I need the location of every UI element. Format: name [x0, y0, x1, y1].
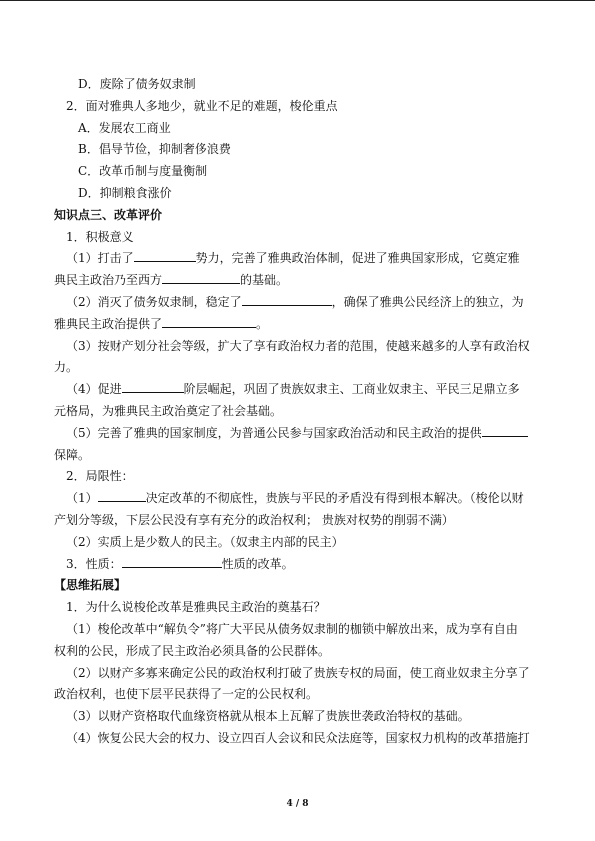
- fill-blank[interactable]: [122, 554, 222, 568]
- question-2: 2．面对雅典人多地少，就业不足的难题，梭伦重点: [66, 98, 338, 113]
- positive-significance-heading: 1．积极意义: [66, 229, 134, 244]
- point-5-line-1: （5）完善了雅典的国家制度，为普通公民参与国家政治活动和民主政治的提供: [54, 423, 544, 445]
- point-4-line-1: （4）促进 阶层崛起，巩固了贵族奴隶主、工商业奴隶主、平民三足鼎立多: [54, 379, 544, 401]
- option-d-1: D．废除了债务奴隶制: [78, 77, 196, 91]
- answer-1-line-2: 权利的公民，形成了民主政治必须具备的公民群体。: [54, 643, 331, 658]
- option-d-2: D．抑制粮食涨价: [78, 185, 172, 200]
- answer-1-line-1: （1）梭伦改革中“解负令”将广大平民从债务奴隶制的枷锁中解放出来，成为享有自由: [66, 621, 518, 636]
- option-a: A．发展农工商业: [78, 120, 171, 135]
- limitation-1-line-1: （1） 决定改革的不彻底性，贵族与平民的矛盾没有得到根本解决。（梭伦以财: [54, 488, 544, 510]
- document-page: [54, 74, 544, 750]
- limitations-heading: 2．局限性：: [66, 469, 134, 484]
- point-3-line-2: 力。: [54, 360, 79, 375]
- option-b: B．倡导节俭，抑制奢侈浪费: [78, 142, 231, 157]
- fill-blank[interactable]: [482, 423, 528, 437]
- point-3-line-1: （3）按财产划分社会等级，扩大了享有政治权力者的范围，使越来越多的人享有政治权: [66, 338, 530, 353]
- fill-blank[interactable]: [162, 270, 240, 284]
- fill-blank[interactable]: [98, 488, 146, 502]
- extension-question-1: 1．为什么说梭伦改革是雅典民主政治的奠基石？: [66, 600, 326, 615]
- limitation-1-line-2: 产划分等级，下层公民没有享有充分的政治权利； 贵族对权势的削弱不满）: [54, 512, 454, 527]
- point-1-line-1: （1）打击了 势力，完善了雅典政治体制，促进了雅典国家形成，它奠定雅: [54, 248, 544, 270]
- point-5-line-2: 保障。: [54, 447, 91, 462]
- fill-blank[interactable]: [242, 292, 332, 306]
- page-number: 4 / 8: [286, 799, 309, 809]
- fill-blank[interactable]: [162, 314, 256, 328]
- fill-blank[interactable]: [134, 248, 196, 262]
- option-c: C．改革币制与度量衡制: [78, 164, 208, 179]
- nature-line: 3．性质： 性质的改革。: [54, 554, 544, 576]
- thinking-extension-heading: 【思维拓展】: [54, 578, 127, 593]
- fill-blank[interactable]: [122, 379, 184, 393]
- point-4-line-2: 元格局，为雅典民主政治奠定了社会基础。: [54, 403, 283, 418]
- section-heading-3: 知识点三、改革评价: [54, 207, 163, 222]
- point-1-line-2: 典民主政治乃至西方 的基础。: [54, 270, 544, 292]
- answer-2-line-1: （2）以财产多寡来确定公民的政治权利打破了贵族专权的局面，使工商业奴隶主分享了: [66, 665, 530, 680]
- limitation-2: （2）实质上是少数人的民主。（奴隶主内部的民主）: [66, 534, 344, 549]
- point-2-line-1: （2）消灭了债务奴隶制，稳定了 ，确保了雅典公民经济上的独立，为: [54, 292, 544, 314]
- point-2-line-2: 雅典民主政治提供了 。: [54, 314, 544, 336]
- answer-3: （3）以财产资格取代血缘资格就从根本上瓦解了贵族世袭政治特权的基础。: [66, 709, 470, 724]
- answer-2-line-2: 政治权利，也使下层平民获得了一定的公民权利。: [54, 687, 319, 702]
- answer-4-line-1: （4）恢复公民大会的权力、设立四百人会议和民众法庭等，国家权力机构的改革措施打: [66, 730, 530, 745]
- header-rule: [0, 0, 595, 1]
